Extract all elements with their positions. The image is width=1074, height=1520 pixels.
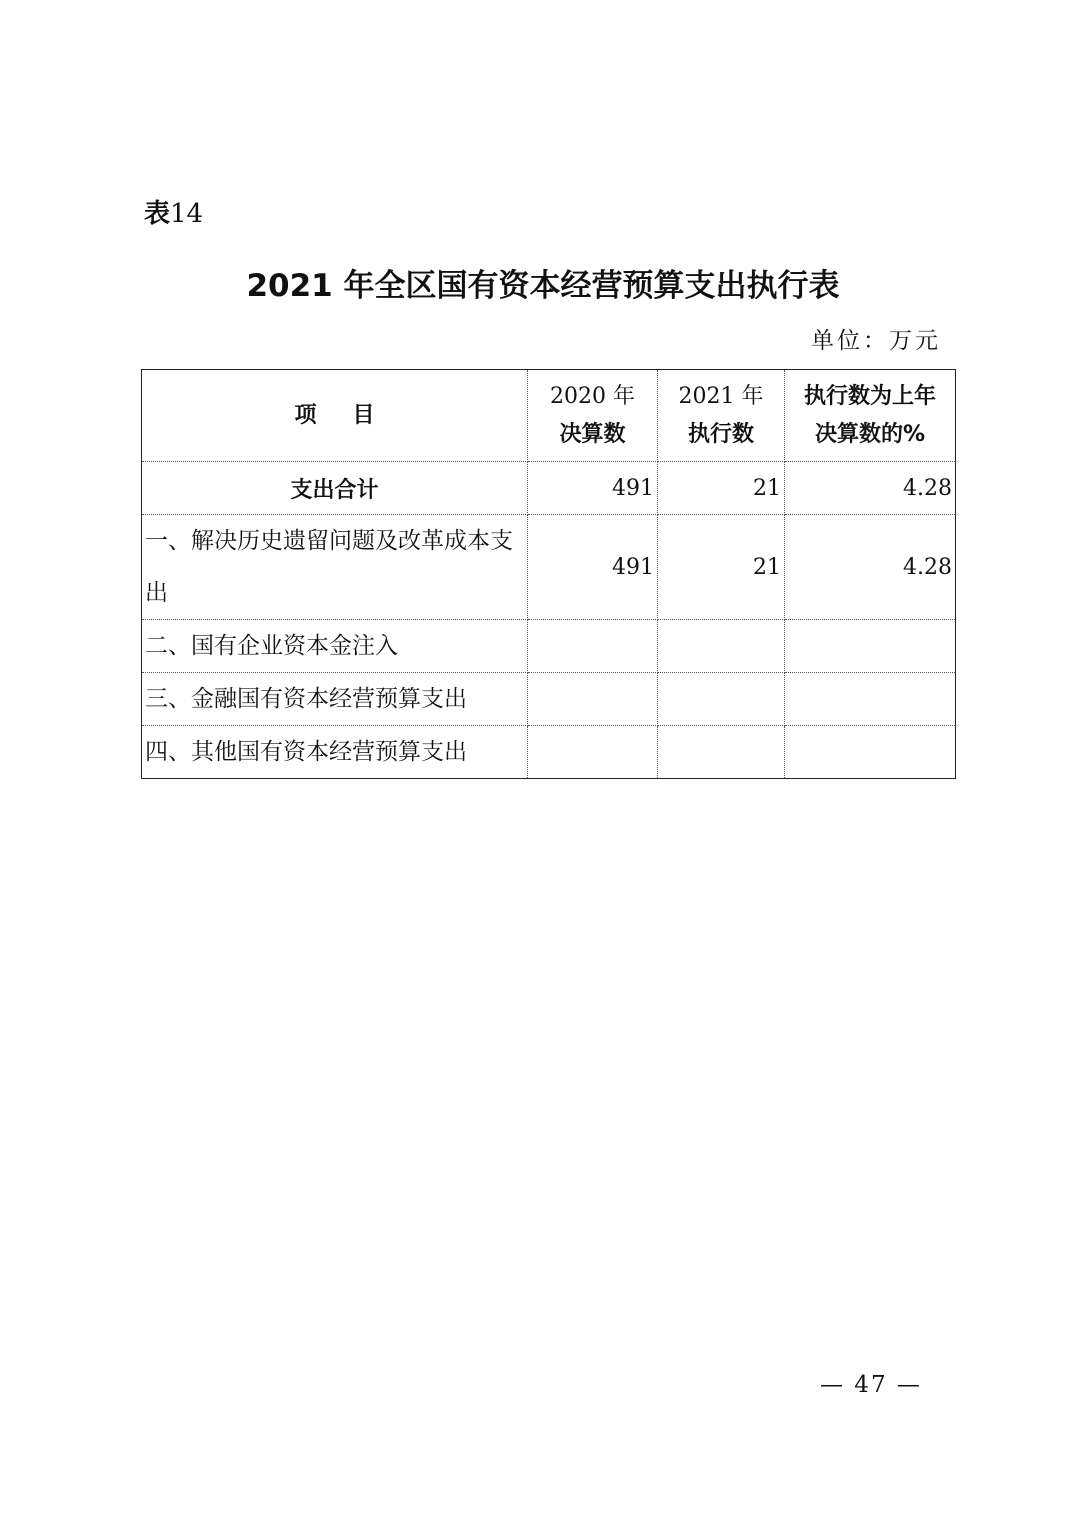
header-item: 项目 xyxy=(294,402,411,428)
header-2021-year: 2021 年 xyxy=(678,383,764,409)
table-number-prefix: 表 xyxy=(144,199,171,229)
row-total-pct: 4.28 xyxy=(785,462,956,515)
row-1-pct: 4.28 xyxy=(785,515,956,620)
row-3-label: 三、金融国有资本经营预算支出 xyxy=(142,673,528,726)
page-number: — 47 — xyxy=(820,1372,922,1398)
header-pct xyxy=(788,378,952,454)
table-row xyxy=(142,620,956,673)
row-1-label: 一、解决历史遗留问题及改革成本支出 xyxy=(142,515,528,620)
row-total-2021: 21 xyxy=(658,462,785,515)
row-2-pct xyxy=(785,620,956,673)
row-total-2020: 491 xyxy=(528,462,658,515)
header-2020-cell xyxy=(528,370,658,462)
row-1-2020: 491 xyxy=(528,515,658,620)
unit-label: 单位：万元 xyxy=(811,328,941,354)
row-3-pct xyxy=(785,673,956,726)
budget-table xyxy=(141,369,956,779)
table-row xyxy=(142,673,956,726)
row-4-2020 xyxy=(528,726,658,779)
row-4-pct xyxy=(785,726,956,779)
table-header-row xyxy=(142,370,956,462)
header-pct-line2: 决算数的% xyxy=(814,421,926,447)
row-4-2021 xyxy=(658,726,785,779)
header-2021-cell xyxy=(658,370,785,462)
page-title: 2021 年全区国有资本经营预算支出执行表 xyxy=(246,268,840,304)
header-item-cell xyxy=(142,370,528,462)
header-pct-line1: 执行数为上年 xyxy=(803,383,936,409)
table-row xyxy=(142,515,956,620)
row-2-2021 xyxy=(658,620,785,673)
table-row-total xyxy=(142,462,956,515)
row-1-2021: 21 xyxy=(658,515,785,620)
row-3-2020 xyxy=(528,673,658,726)
row-3-2021 xyxy=(658,673,785,726)
header-2020-year: 2020 年 xyxy=(550,383,635,409)
header-pct-cell xyxy=(785,370,956,462)
header-2020 xyxy=(531,378,654,454)
row-4-label: 四、其他国有资本经营预算支出 xyxy=(142,726,528,779)
row-2-2020 xyxy=(528,620,658,673)
header-2021 xyxy=(661,378,781,454)
header-2021-label: 执行数 xyxy=(687,421,754,447)
row-2-label: 二、国有企业资本金注入 xyxy=(142,620,528,673)
row-total-label: 支出合计 xyxy=(142,462,528,515)
table-number xyxy=(144,197,203,231)
table-row xyxy=(142,726,956,779)
header-2020-label: 决算数 xyxy=(559,421,626,447)
table-number-digits: 14 xyxy=(170,199,204,229)
